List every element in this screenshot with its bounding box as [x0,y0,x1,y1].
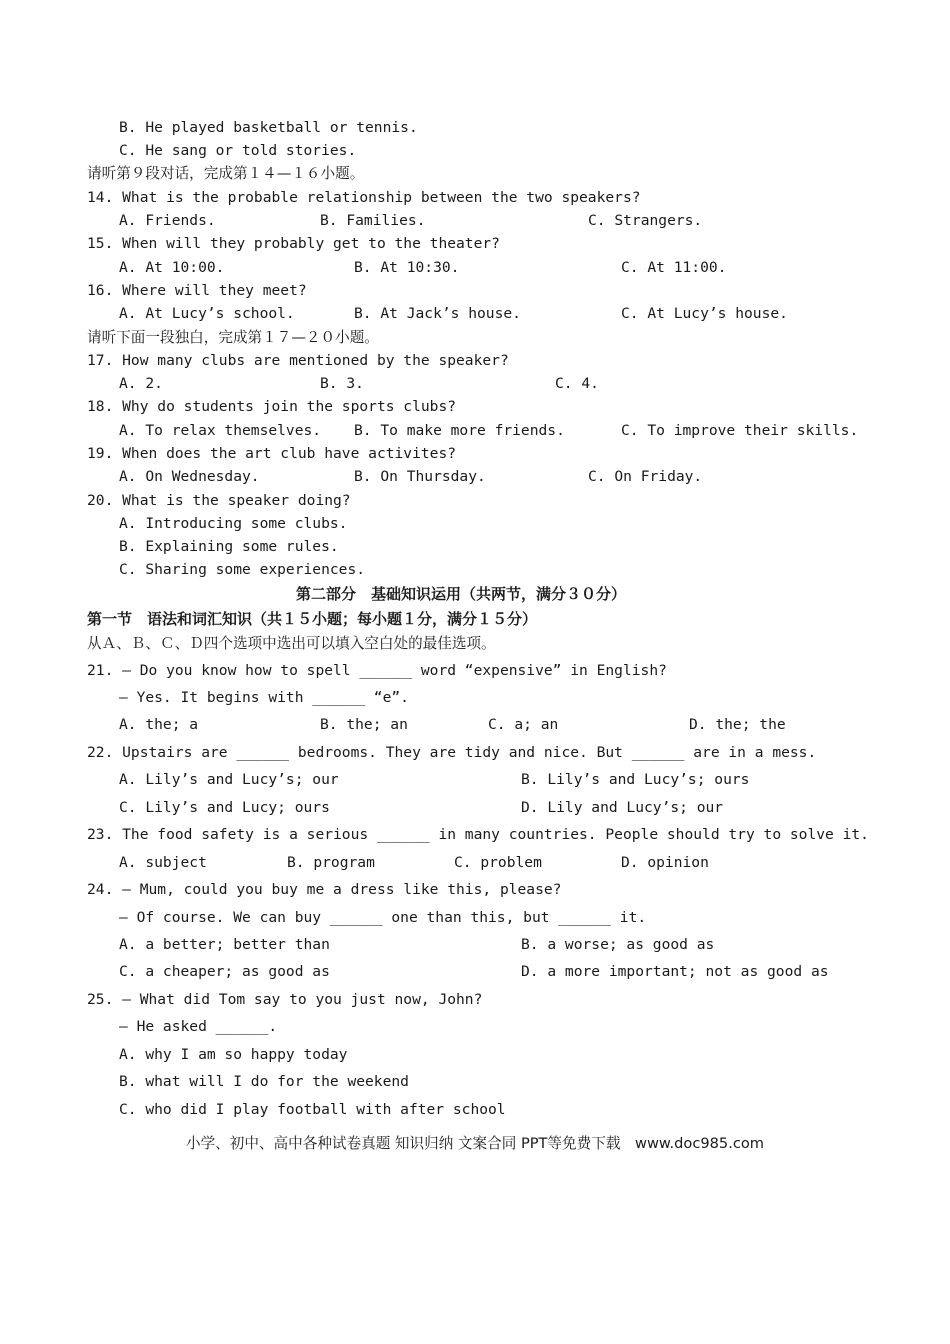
q24-option-b: B. a worse; as good as [521,936,715,953]
question-20: 20. What is the speaker doing? [87,492,351,509]
q15-option-c: C. At 11:00. [621,259,727,276]
q13-option-c: C. He sang or told stories. [119,142,357,159]
page-footer: 小学、初中、高中各种试卷真题 知识归纳 文案合同 PPT等免费下载 www.doc985.com [185,1135,765,1152]
q21-option-c: C. a; an [488,716,559,733]
question-23: 23. The food safety is a serious ______ in many countries. People should try to solve it. [87,826,869,843]
question-22: 22. Upstairs are ______ bedrooms. They are tidy and nice. But ______ are in a mess. [87,744,817,761]
question-17: 17. How many clubs are mentioned by the speaker? [87,352,509,369]
q22-option-b: B. Lily’s and Lucy’s; ours [521,771,750,788]
question-14: 14. What is the probable relationship between the two speakers? [87,189,641,206]
q21-option-d: D. the; the [689,716,786,733]
q24-option-c: C. a cheaper; as good as [119,963,330,980]
q15-option-a: A. At 10:00. [119,259,225,276]
q23-option-b: B. program [287,854,375,871]
question-25: 25. — What did Tom say to you just now, John? [87,991,483,1008]
section-one-heading: 第一节 语法和词汇知识（共１５小题；每小题１分，满分１５分） [87,610,538,628]
question-15: 15. When will they probably get to the theater? [87,235,500,252]
q19-option-a: A. On Wednesday. [119,468,260,485]
instruction-monologue: 请听下面一段独白，完成第１７—２０小题。 [87,329,379,346]
question-24: 24. — Mum, could you buy me a dress like this, please? [87,881,562,898]
q19-option-b: B. On Thursday. [354,468,486,485]
q23-option-a: A. subject [119,854,207,871]
q19-option-c: C. On Friday. [588,468,703,485]
q23-option-d: D. opinion [621,854,709,871]
question-18: 18. Why do students join the sports clubs? [87,398,457,415]
q18-option-b: B. To make more friends. [354,422,565,439]
section-one-instruction: 从Ａ、Ｂ、Ｃ、Ｄ四个选项中选出可以填入空白处的最佳选项。 [87,635,496,652]
q23-option-c: C. problem [454,854,542,871]
q14-option-b: B. Families. [320,212,426,229]
q16-option-b: B. At Jack’s house. [354,305,521,322]
q24-option-d: D. a more important; not as good as [521,963,829,980]
q14-option-c: C. Strangers. [588,212,703,229]
q16-option-c: C. At Lucy’s house. [621,305,788,322]
instruction-dialogue-9: 请听第９段对话，完成第１４—１６小题。 [87,165,365,182]
q20-option-b: B. Explaining some rules. [119,538,339,555]
q15-option-b: B. At 10:30. [354,259,460,276]
question-16: 16. Where will they meet? [87,282,307,299]
q21-option-a: A. the; a [119,716,199,733]
part-two-heading: 第二部分 基础知识运用（共两节，满分３０分） [296,585,627,603]
q13-option-b: B. He played basketball or tennis. [119,119,418,136]
q17-option-c: C. 4. [555,375,599,392]
question-21-reply: — Yes. It begins with ______ “e”. [119,689,409,706]
question-24-reply: — Of course. We can buy ______ one than this, but ______ it. [119,909,647,926]
question-25-reply: — He asked ______. [119,1018,278,1035]
q25-option-b: B. what will I do for the weekend [119,1073,409,1090]
q22-option-c: C. Lily’s and Lucy; ours [119,799,330,816]
q18-option-a: A. To relax themselves. [119,422,322,439]
q22-option-d: D. Lily and Lucy’s; our [521,799,724,816]
q17-option-a: A. 2. [119,375,163,392]
q20-option-c: C. Sharing some experiences. [119,561,366,578]
q17-option-b: B. 3. [320,375,364,392]
q24-option-a: A. a better; better than [119,936,330,953]
q25-option-c: C. who did I play football with after school [119,1101,506,1118]
q21-option-b: B. the; an [320,716,408,733]
q22-option-a: A. Lily’s and Lucy’s; our [119,771,339,788]
q20-option-a: A. Introducing some clubs. [119,515,348,532]
question-21: 21. — Do you know how to spell ______ word “expensive” in English? [87,662,667,679]
q18-option-c: C. To improve their skills. [621,422,859,439]
q16-option-a: A. At Lucy’s school. [119,305,295,322]
q14-option-a: A. Friends. [119,212,216,229]
question-19: 19. When does the art club have activites? [87,445,457,462]
q25-option-a: A. why I am so happy today [119,1046,348,1063]
